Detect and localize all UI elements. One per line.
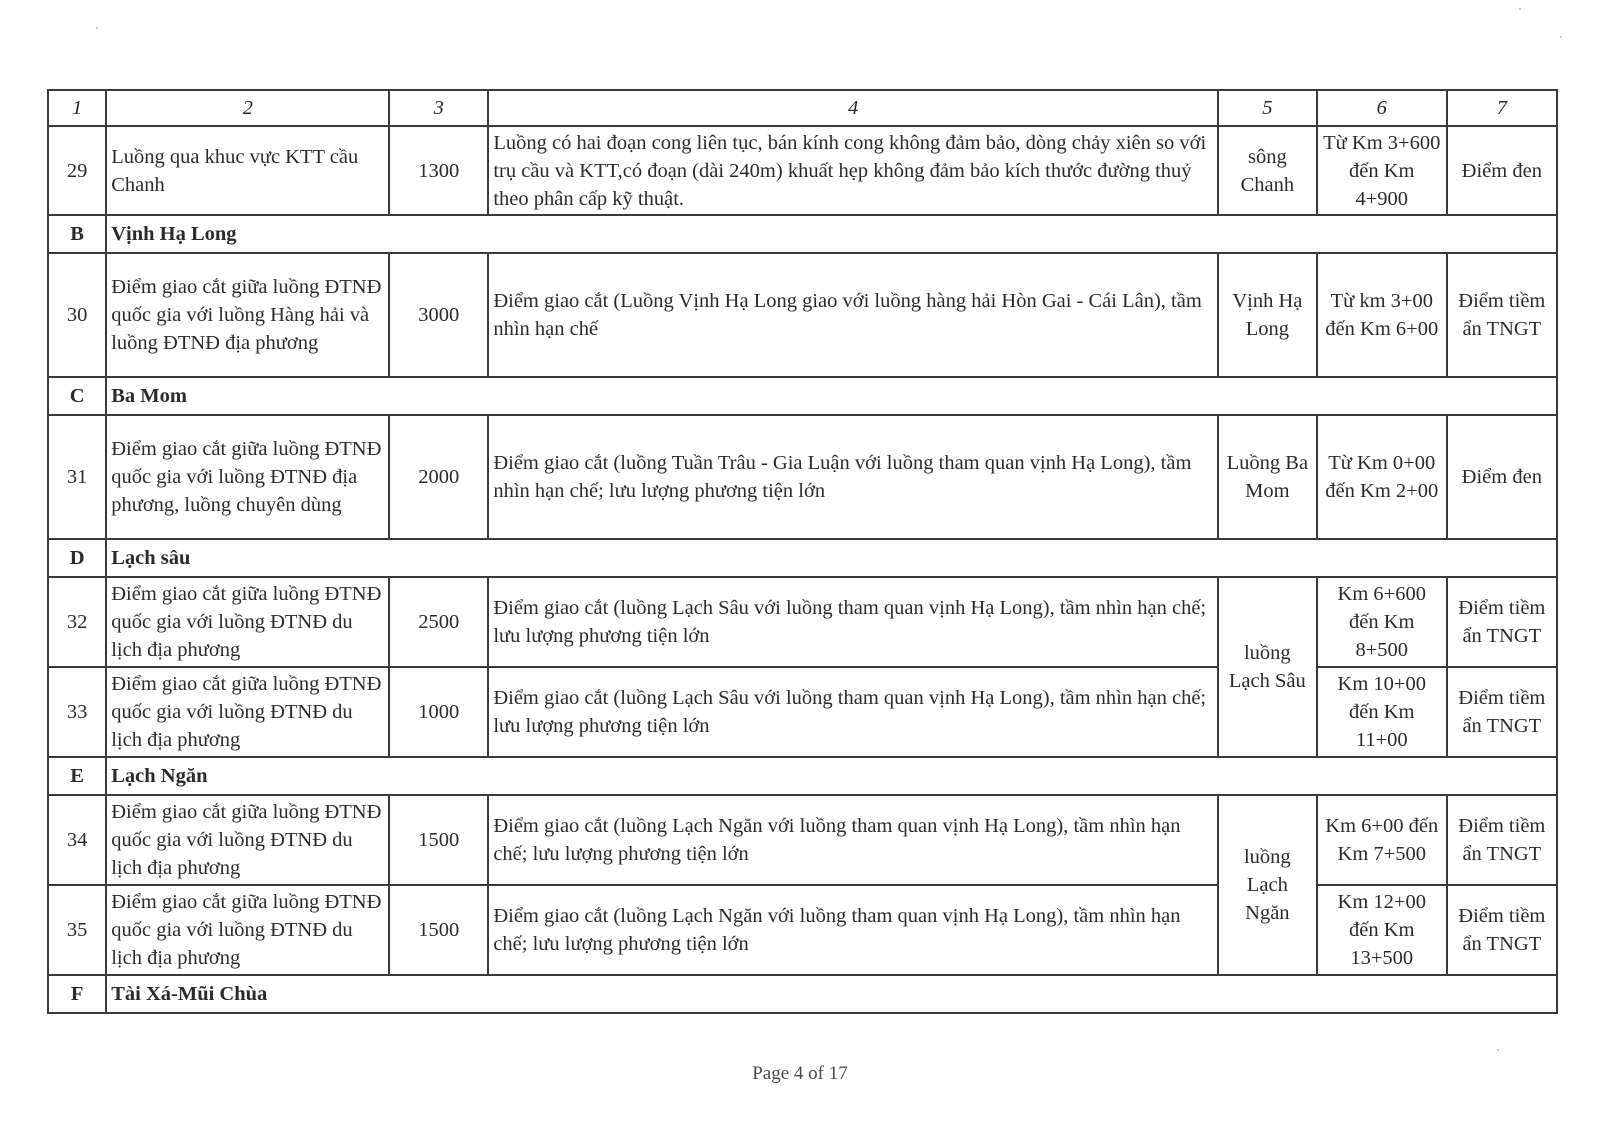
row-name: Điểm giao cắt giữa luồng ĐTNĐ quốc gia với luồng ĐTNĐ địa phương, luồng chuyên dùng bbox=[106, 415, 389, 539]
section-code: C bbox=[48, 377, 106, 415]
page-number: Page 4 of 17 bbox=[752, 1063, 848, 1084]
scan-speck bbox=[1519, 8, 1521, 10]
row-number: 30 bbox=[48, 253, 106, 377]
section-code: F bbox=[48, 975, 106, 1013]
row-number: 35 bbox=[48, 885, 106, 975]
section-row bbox=[48, 377, 1557, 415]
header-cell: 3 bbox=[389, 90, 488, 126]
row-route: Luồng Ba Mom bbox=[1218, 415, 1317, 539]
row-km: Km 10+00 đến Km 11+00 bbox=[1317, 667, 1447, 757]
header-cell: 7 bbox=[1447, 90, 1557, 126]
header-cell: 6 bbox=[1317, 90, 1447, 126]
row-km: Km 12+00 đến Km 13+500 bbox=[1317, 885, 1447, 975]
row-type: Điểm đen bbox=[1447, 126, 1557, 215]
section-code: E bbox=[48, 757, 106, 795]
row-description: Điểm giao cắt (Luồng Vịnh Hạ Long giao với luồng hàng hải Hòn Gai - Cái Lân), tầm nhìn hạn chế bbox=[488, 253, 1217, 377]
section-name: Vịnh Hạ Long bbox=[106, 215, 488, 253]
row-description: Điểm giao cắt (luồng Tuần Trâu - Gia Luận với luồng tham quan vịnh Hạ Long), tầm nhìn hạn chế; lưu lượng phương tiện lớn bbox=[488, 415, 1217, 539]
row-length: 2500 bbox=[389, 577, 488, 667]
row-description: Điểm giao cắt (luồng Lạch Ngăn với luồng tham quan vịnh Hạ Long), tầm nhìn hạn chế; lưu lượng phương tiện lớn bbox=[488, 795, 1217, 885]
table-row bbox=[48, 885, 1557, 975]
row-route: luồng Lạch Sâu bbox=[1218, 577, 1317, 757]
row-number: 32 bbox=[48, 577, 106, 667]
row-name: Điểm giao cắt giữa luồng ĐTNĐ quốc gia với luồng ĐTNĐ du lịch địa phương bbox=[106, 795, 389, 885]
row-type: Điểm tiềm ẩn TNGT bbox=[1447, 795, 1557, 885]
row-km: Từ km 3+00 đến Km 6+00 bbox=[1317, 253, 1447, 377]
row-name: Điểm giao cắt giữa luồng ĐTNĐ quốc gia với luồng ĐTNĐ du lịch địa phương bbox=[106, 577, 389, 667]
scan-speck bbox=[1497, 1049, 1499, 1051]
row-type: Điểm tiềm ẩn TNGT bbox=[1447, 253, 1557, 377]
row-length: 3000 bbox=[389, 253, 488, 377]
data-table bbox=[47, 89, 1558, 1014]
header-cell: 1 bbox=[48, 90, 106, 126]
table-row bbox=[48, 577, 1557, 667]
section-name: Ba Mom bbox=[106, 377, 488, 415]
row-type: Điểm tiềm ẩn TNGT bbox=[1447, 577, 1557, 667]
row-length: 1000 bbox=[389, 667, 488, 757]
section-name: Tài Xá-Mũi Chùa bbox=[106, 975, 488, 1013]
section-row bbox=[48, 539, 1557, 577]
row-length: 1300 bbox=[389, 126, 488, 215]
section-fill bbox=[488, 757, 1557, 795]
row-description: Luồng có hai đoạn cong liên tục, bán kính cong không đảm bảo, dòng chảy xiên so với trụ cầu và KTT,có đoạn (dài 240m) khuất hẹp không đảm bảo kích thước đường thuỷ theo phân cấp kỹ thuật. bbox=[488, 126, 1217, 215]
row-length: 1500 bbox=[389, 795, 488, 885]
section-code: B bbox=[48, 215, 106, 253]
scan-speck bbox=[1560, 36, 1562, 38]
row-route: sông Chanh bbox=[1218, 126, 1317, 215]
row-route: Vịnh Hạ Long bbox=[1218, 253, 1317, 377]
section-fill bbox=[488, 539, 1557, 577]
row-route: luồng Lạch Ngăn bbox=[1218, 795, 1317, 975]
section-code: D bbox=[48, 539, 106, 577]
row-description: Điểm giao cắt (luồng Lạch Ngăn với luồng tham quan vịnh Hạ Long), tầm nhìn hạn chế; lưu lượng phương tiện lớn bbox=[488, 885, 1217, 975]
row-number: 29 bbox=[48, 126, 106, 215]
row-km: Từ Km 0+00 đến Km 2+00 bbox=[1317, 415, 1447, 539]
section-fill bbox=[488, 215, 1557, 253]
row-type: Điểm tiềm ẩn TNGT bbox=[1447, 885, 1557, 975]
row-km: Km 6+600 đến Km 8+500 bbox=[1317, 577, 1447, 667]
row-length: 1500 bbox=[389, 885, 488, 975]
scan-speck bbox=[96, 27, 98, 29]
section-name: Lạch Ngăn bbox=[106, 757, 488, 795]
table-row bbox=[48, 126, 1557, 215]
section-row bbox=[48, 215, 1557, 253]
row-type: Điểm đen bbox=[1447, 415, 1557, 539]
table-row bbox=[48, 795, 1557, 885]
table-row bbox=[48, 415, 1557, 539]
section-fill bbox=[488, 975, 1557, 1013]
row-number: 34 bbox=[48, 795, 106, 885]
row-type: Điểm tiềm ẩn TNGT bbox=[1447, 667, 1557, 757]
row-description: Điểm giao cắt (luồng Lạch Sâu với luồng tham quan vịnh Hạ Long), tầm nhìn hạn chế; lưu lượng phương tiện lớn bbox=[488, 667, 1217, 757]
header-cell: 2 bbox=[106, 90, 389, 126]
section-row bbox=[48, 757, 1557, 795]
row-name: Điểm giao cắt giữa luồng ĐTNĐ quốc gia với luồng ĐTNĐ du lịch địa phương bbox=[106, 885, 389, 975]
table-row bbox=[48, 667, 1557, 757]
header-cell: 5 bbox=[1218, 90, 1317, 126]
section-fill bbox=[488, 377, 1557, 415]
header-row bbox=[48, 90, 1557, 126]
section-name: Lạch sâu bbox=[106, 539, 488, 577]
row-km: Km 6+00 đến Km 7+500 bbox=[1317, 795, 1447, 885]
row-km: Từ Km 3+600 đến Km 4+900 bbox=[1317, 126, 1447, 215]
row-name: Điểm giao cắt giữa luồng ĐTNĐ quốc gia với luồng ĐTNĐ du lịch địa phương bbox=[106, 667, 389, 757]
row-number: 33 bbox=[48, 667, 106, 757]
row-length: 2000 bbox=[389, 415, 488, 539]
row-name: Điểm giao cắt giữa luồng ĐTNĐ quốc gia với luồng Hàng hải và luồng ĐTNĐ địa phương bbox=[106, 253, 389, 377]
table-row bbox=[48, 253, 1557, 377]
row-number: 31 bbox=[48, 415, 106, 539]
row-name: Luồng qua khuc vực KTT cầu Chanh bbox=[106, 126, 389, 215]
section-row bbox=[48, 975, 1557, 1013]
row-description: Điểm giao cắt (luồng Lạch Sâu với luồng tham quan vịnh Hạ Long), tầm nhìn hạn chế; lưu lượng phương tiện lớn bbox=[488, 577, 1217, 667]
header-cell: 4 bbox=[488, 90, 1217, 126]
